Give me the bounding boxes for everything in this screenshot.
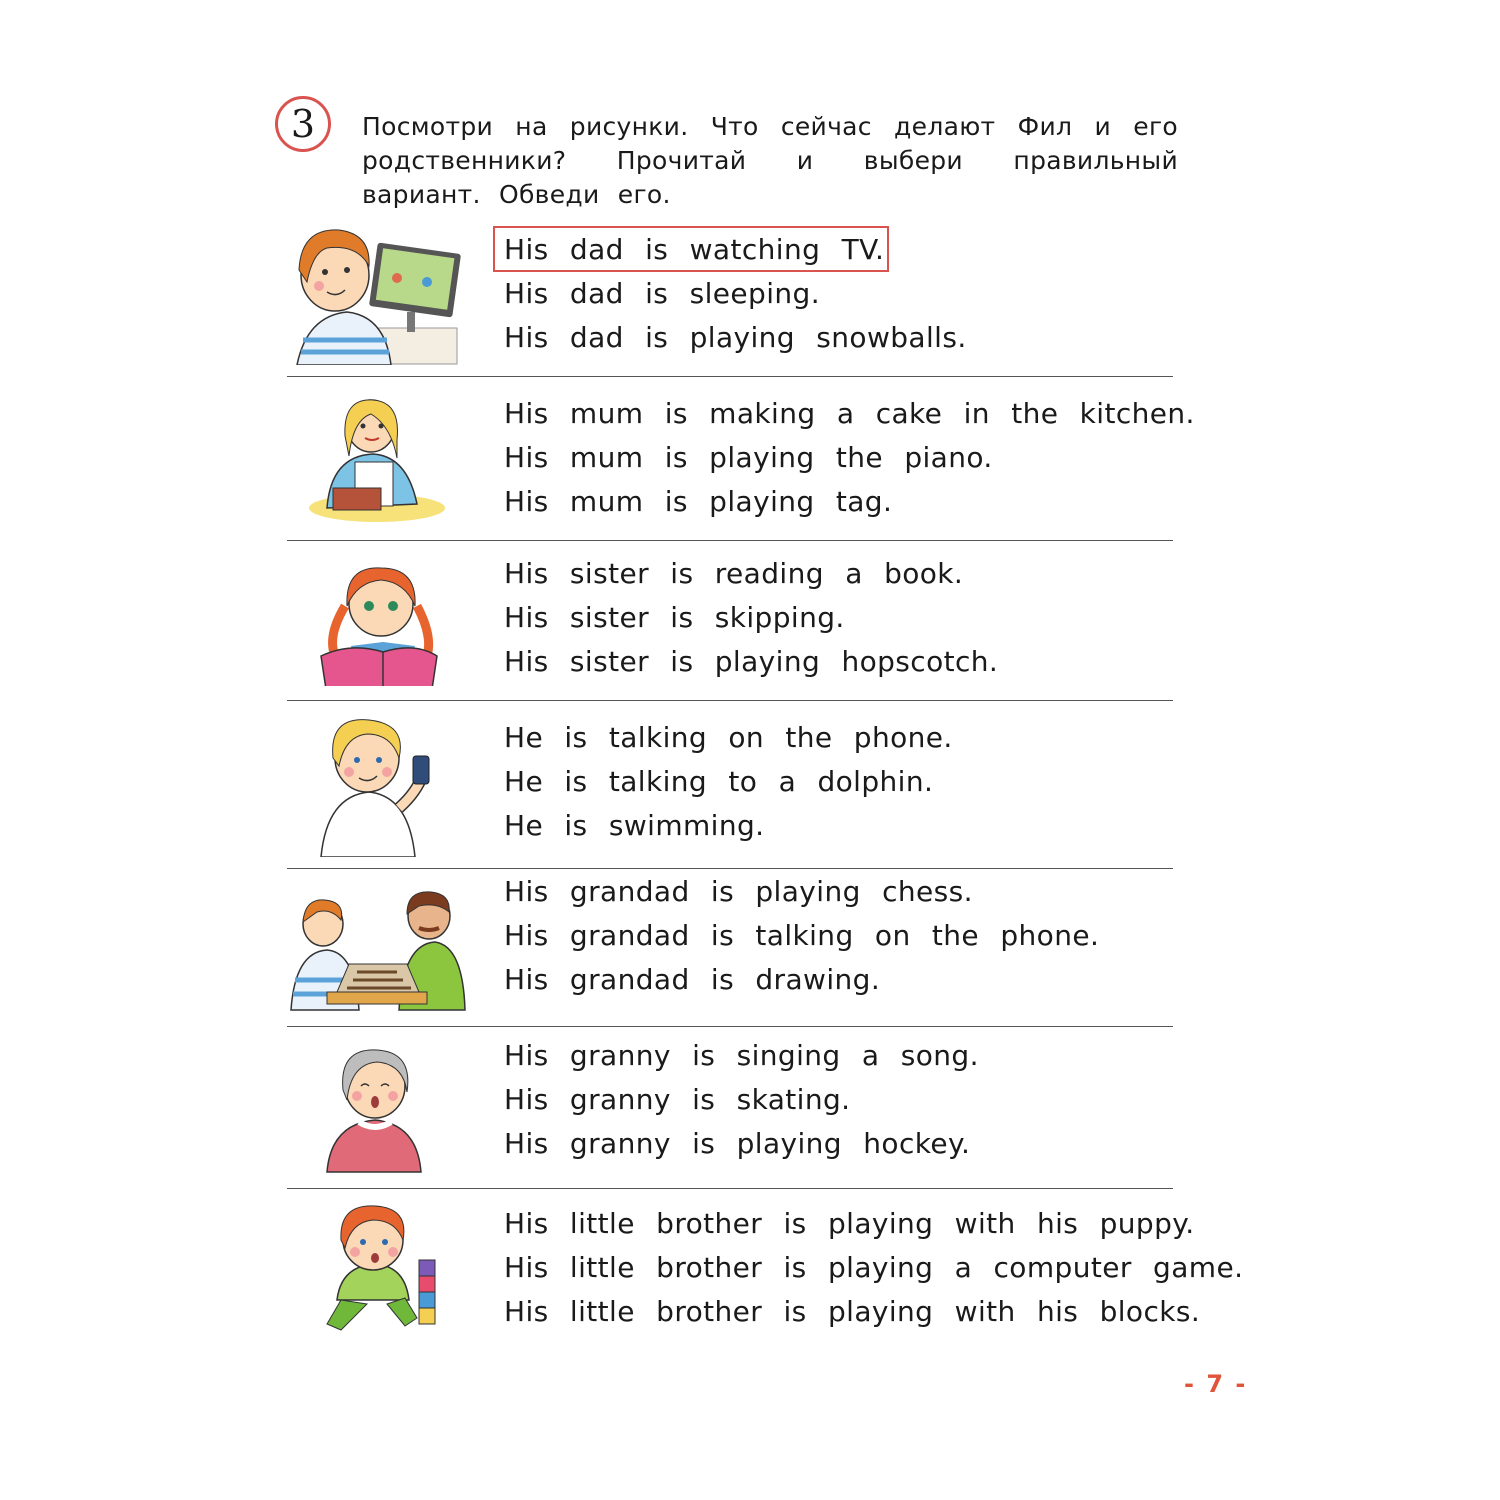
option-line[interactable]: His grandad is playing chess. bbox=[504, 875, 973, 908]
exercise-row-sister bbox=[287, 540, 1173, 700]
option-line[interactable]: His little brother is playing with his blocks. bbox=[504, 1295, 1201, 1328]
grandad-playing-chess-illustration bbox=[287, 880, 477, 1015]
option-line[interactable]: His little brother is playing a computer game. bbox=[504, 1251, 1244, 1284]
option-line[interactable]: His mum is playing the piano. bbox=[504, 441, 993, 474]
option-line[interactable]: His dad is playing snowballs. bbox=[504, 321, 967, 354]
option-line[interactable]: His dad is sleeping. bbox=[504, 277, 820, 310]
option-line[interactable]: His sister is playing hopscotch. bbox=[504, 645, 999, 678]
task-number-badge: 3 bbox=[275, 96, 331, 152]
option-line[interactable]: He is swimming. bbox=[504, 809, 765, 842]
option-line[interactable]: His mum is playing tag. bbox=[504, 485, 893, 518]
exercise-row-dad bbox=[287, 218, 1173, 376]
mum-making-cake-illustration bbox=[287, 396, 477, 526]
dad-watching-tv-illustration bbox=[287, 220, 477, 365]
option-line[interactable]: His granny is singing a song. bbox=[504, 1039, 979, 1072]
exercise-row-boy bbox=[287, 700, 1173, 868]
option-line[interactable]: His granny is playing hockey. bbox=[504, 1127, 971, 1160]
option-line[interactable]: His granny is skating. bbox=[504, 1083, 851, 1116]
option-line[interactable]: His little brother is playing with his puppy. bbox=[504, 1207, 1195, 1240]
task-instruction: Посмотри на рисунки. Что сейчас делают Фил и его родственники? Прочитай и выбери правильный вариант. Обведи его. bbox=[362, 112, 1178, 209]
option-line[interactable]: His mum is making a cake in the kitchen. bbox=[504, 397, 1195, 430]
option-line[interactable]: His dad is watching TV. bbox=[504, 233, 885, 266]
little-brother-blocks-illustration bbox=[287, 1200, 477, 1335]
option-line[interactable]: His grandad is talking on the phone. bbox=[504, 919, 1100, 952]
exercise-row-granny bbox=[287, 1026, 1173, 1188]
exercise-row-grandad bbox=[287, 868, 1173, 1026]
sister-reading-book-illustration bbox=[287, 556, 477, 686]
option-line[interactable]: His sister is skipping. bbox=[504, 601, 845, 634]
page-number: - 7 - bbox=[1184, 1370, 1248, 1398]
option-line[interactable]: He is talking on the phone. bbox=[504, 721, 953, 754]
exercise-row-mum bbox=[287, 376, 1195, 540]
exercise-row-brother bbox=[287, 1188, 1244, 1348]
boy-on-phone-illustration bbox=[287, 712, 477, 857]
option-line[interactable]: He is talking to a dolphin. bbox=[504, 765, 934, 798]
option-line[interactable]: His sister is reading a book. bbox=[504, 557, 964, 590]
granny-singing-illustration bbox=[287, 1040, 477, 1175]
option-line[interactable]: His grandad is drawing. bbox=[504, 963, 881, 996]
